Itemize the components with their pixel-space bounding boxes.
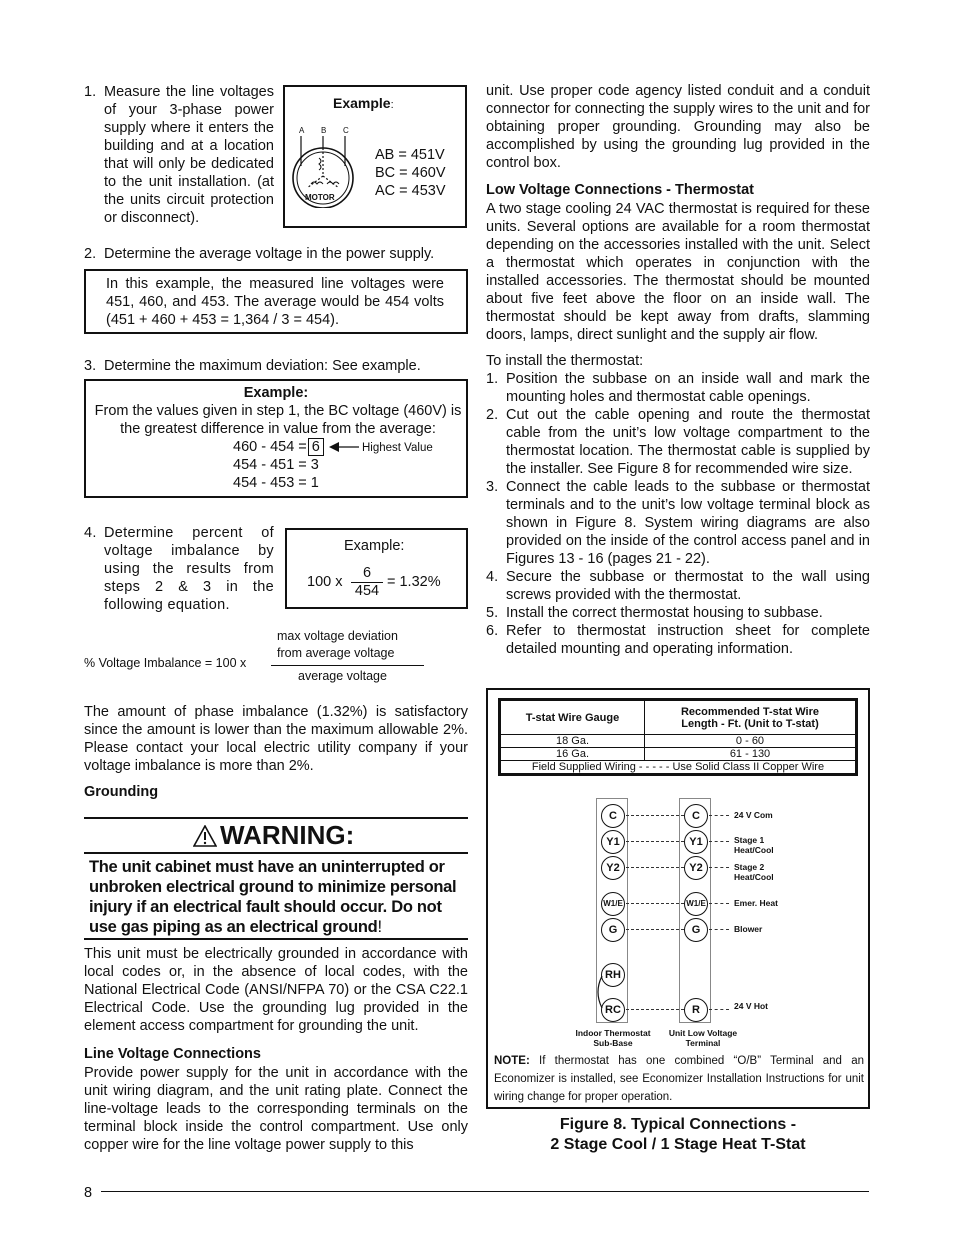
formula-fraction-line	[271, 665, 424, 666]
average-example-box	[84, 269, 468, 334]
step-text: Measure the line voltages of your 3-phase power supply where it enters the building and at a location that will only be dedicated to the unit installation. (at the units circuit protection or disconnect).	[104, 84, 274, 226]
rh-rc-jumper	[594, 974, 606, 1010]
example-text: From the values given in step 1, the BC voltage (460V) is the greatest difference in value from the average:	[94, 403, 462, 437]
install-steps	[486, 370, 870, 658]
reading-ac: AC = 453V	[375, 183, 446, 199]
wire-r	[626, 1009, 684, 1010]
wire-c	[626, 815, 684, 816]
note-label: NOTE:	[494, 1055, 530, 1067]
example-fraction	[351, 565, 383, 600]
highest-value-label: Highest Value	[362, 442, 433, 454]
reading-ab: AB = 451V	[375, 147, 445, 163]
step-text: Install the correct thermostat housing to subbase.	[506, 605, 823, 621]
install-step	[486, 478, 870, 568]
install-intro: To install the thermostat:	[486, 353, 644, 369]
install-step	[486, 370, 870, 406]
formula-denominator: average voltage	[298, 669, 387, 683]
phase-label-b: B	[321, 126, 327, 135]
table-footer: Field Supplied Wiring - - - - - Use Solid Class II Copper Wire	[501, 761, 856, 774]
line-voltage-paragraph: Provide power supply for the unit in accordance with the unit wiring diagram, and the unit rating plate. Connect the line-voltage leads to the corresponding terminals on the terminal block inside the control compartment. Use only copper wire for the line voltage power supply to this	[84, 1065, 468, 1153]
line-voltage-heading: Line Voltage Connections	[84, 1046, 261, 1062]
motor-label: MOTOR	[305, 193, 335, 202]
figure-note	[494, 1052, 864, 1106]
low-voltage-heading: Low Voltage Connections - Thermostat	[486, 182, 754, 198]
deviation-line-2: 454 - 451 = 3	[233, 457, 319, 473]
footer-rule	[101, 1191, 869, 1192]
example-title: Example:	[344, 538, 405, 554]
imbalance-paragraph: The amount of phase imbalance (1.32%) is satisfactory since the amount is lower than the maximum allowable 2%. Please contact your local electric utility company if your voltage imbalance is more than 2%.	[84, 704, 468, 774]
unit-terminal-y1: Y1	[684, 830, 708, 854]
table-footer-row	[501, 761, 856, 774]
install-step	[486, 568, 870, 604]
step-text: Connect the cable leads to the subbase or thermostat terminals and to the unit’s low voltage terminal block as shown in Figure 8. System wiring diagrams are also provided on the inside of the control access panel and in Figures 13 - 16 (pages 21 - 22).	[506, 479, 870, 567]
table-row: 16 Ga. 61 - 130	[501, 748, 856, 761]
step-number: 2.	[486, 407, 499, 423]
deviation-example-box	[84, 379, 468, 498]
deviation-line-1: 460 - 454 = 6	[233, 438, 324, 456]
average-example-text: In this example, the measured line voltages were 451, 460, and 453. The average would be 454 volts (451 + 460 + 453 = 1,364 / 3 = 454).	[106, 276, 444, 328]
grounding-heading: Grounding	[84, 784, 159, 800]
subbase-caption: Indoor Thermostat Sub-Base	[575, 1028, 651, 1048]
step-text: Refer to thermostat instruction sheet for complete detailed mounting and operating information.	[506, 623, 870, 657]
subbase-terminal-rh: RH	[601, 963, 625, 987]
example-prefix: 100 x	[307, 574, 343, 590]
install-step	[486, 406, 870, 478]
unit-terminal-r: R	[684, 998, 708, 1022]
deviation-line-3: 454 - 453 = 1	[233, 475, 319, 491]
wire-y2	[626, 867, 684, 868]
example-result: = 1.32%	[387, 574, 441, 590]
voltage-readings	[375, 146, 446, 200]
step-number: 4.	[486, 569, 499, 585]
wire-gauge-table	[498, 698, 858, 776]
unit-terminal-c: C	[684, 804, 708, 828]
formula-numerator-2: from average voltage	[277, 646, 395, 660]
subbase-terminal-w1e: W1/E	[601, 892, 625, 916]
wire-g	[626, 929, 684, 930]
note-text: If thermostat has one combined “O/B” Terminal and an Economizer is installed, see Economizer Installation Instructions for unit wiring change for proper operation.	[494, 1055, 864, 1103]
figure-8	[486, 688, 870, 1109]
example-title: Example	[333, 95, 391, 111]
grounding-continued-paragraph: unit. Use proper code agency listed conduit and a conduit connector for connecting the supply wires to the unit and for obtaining proper grounding. Grounding may also be accomplished by using the grounding lug provided in the control box.	[486, 83, 870, 171]
subbase-terminal-y2: Y2	[601, 856, 625, 880]
example-title: Example:	[243, 385, 309, 401]
phase-label-c: C	[343, 126, 349, 135]
unit-terminal-y2: Y2	[684, 856, 708, 880]
step-number: 1.	[84, 84, 97, 100]
step-text: Determine the maximum deviation: See example.	[104, 358, 421, 374]
table-header-length: Recommended T-stat Wire Length - Ft. (Unit to T-stat)	[645, 701, 856, 735]
label-stage-2: Stage 2 Heat/Cool	[734, 862, 774, 882]
step-text: Position the subbase on an inside wall and mark the mounting holes and thermostat cable openings.	[506, 371, 870, 405]
label-24v-com: 24 V Com	[734, 810, 773, 820]
wire-y1	[626, 841, 684, 842]
figure-caption	[486, 1115, 870, 1155]
step-text: Determine the average voltage in the power supply.	[104, 246, 435, 262]
unit-terminal-w1e: W1/E	[684, 892, 708, 916]
example-voltage-box	[283, 85, 467, 228]
warning-text-wrap	[89, 857, 469, 937]
reading-bc: BC = 460V	[375, 165, 446, 181]
wire-w1e	[626, 903, 684, 904]
figure-caption-line-1: Figure 8. Typical Connections -	[559, 1116, 797, 1133]
step-text: Cut out the cable opening and route the thermostat cable from the unit’s low voltage compartment to the thermostat location. The thermostat cable is supplied by the installer. See Figure 8 for recommended wire size.	[506, 407, 870, 477]
label-blower: Blower	[734, 924, 763, 934]
install-step	[486, 604, 870, 622]
page-number: 8	[84, 1185, 93, 1201]
step-number: 4.	[84, 525, 97, 541]
step-number: 6.	[486, 623, 499, 639]
label-emer-heat: Emer. Heat	[734, 898, 778, 908]
step-number: 3.	[84, 358, 97, 374]
warning-end: !	[377, 918, 382, 936]
example-colon: :	[390, 99, 394, 111]
label-24v-hot: 24 V Hot	[734, 1001, 769, 1011]
fraction-denominator: 454	[354, 583, 380, 599]
grounding-paragraph: This unit must be electrically grounded in accordance with local codes or, in the absence of local codes, with the National Electrical Code (ANSI/NFPA 70) or the CSA C22.1 Electrical Code. Use the grounding lug provided in the element access compartment for grounding the unit.	[84, 946, 468, 1034]
fraction-numerator: 6	[351, 565, 383, 583]
install-step	[486, 622, 870, 658]
low-voltage-paragraph: A two stage cooling 24 VAC thermostat is required for these units. Several options are available for a room thermostat depending on the accessories installed with the unit. Select a thermostat which operates in conjunction with the installed accessories. The thermostat should be mounted about five feet above the floor on an inside wall. The thermostat should be kept away from drafts, slamming doors, lamps, direct sunlight and the supply air flow.	[486, 201, 870, 343]
imbalance-example-box	[285, 528, 468, 609]
unit-terminal-caption: Unit Low Voltage Terminal	[668, 1028, 738, 1048]
warning-text: The unit cabinet must have an uninterrupted or unbroken electrical ground to minimize personal injury if an electrical fault should occur. Do not use gas piping as an electrical ground	[89, 858, 457, 936]
subbase-terminal-g: G	[601, 918, 625, 942]
phase-label-a: A	[299, 126, 305, 135]
step-number: 3.	[486, 479, 499, 495]
warning-triangle-icon	[193, 825, 217, 847]
step-number: 2.	[84, 246, 97, 262]
figure-caption-line-2: 2 Stage Cool / 1 Stage Heat T-Stat	[550, 1136, 806, 1153]
formula-left: % Voltage Imbalance = 100 x	[84, 656, 247, 670]
warning-title: WARNING:	[220, 820, 355, 850]
formula-numerator-1: max voltage deviation	[277, 629, 398, 643]
highlighted-value: 6	[308, 438, 324, 456]
table-header-gauge: T-stat Wire Gauge	[501, 701, 645, 735]
subbase-terminal-y1: Y1	[601, 830, 625, 854]
unit-terminal-g: G	[684, 918, 708, 942]
label-stage-1: Stage 1 Heat/Cool	[734, 835, 774, 855]
subbase-terminal-rc: RC	[601, 998, 625, 1022]
table-row: 18 Ga. 0 - 60	[501, 735, 856, 748]
step-number: 5.	[486, 605, 499, 621]
step-number: 1.	[486, 371, 499, 387]
arrow-left-icon	[329, 442, 359, 452]
step-text: Secure the subbase or thermostat to the wall using screws provided with the thermostat.	[506, 569, 870, 603]
subbase-terminal-c: C	[601, 804, 625, 828]
step-text: Determine percent of voltage imbalance by using the results from steps 2 & 3 in the following equation.	[104, 525, 274, 613]
